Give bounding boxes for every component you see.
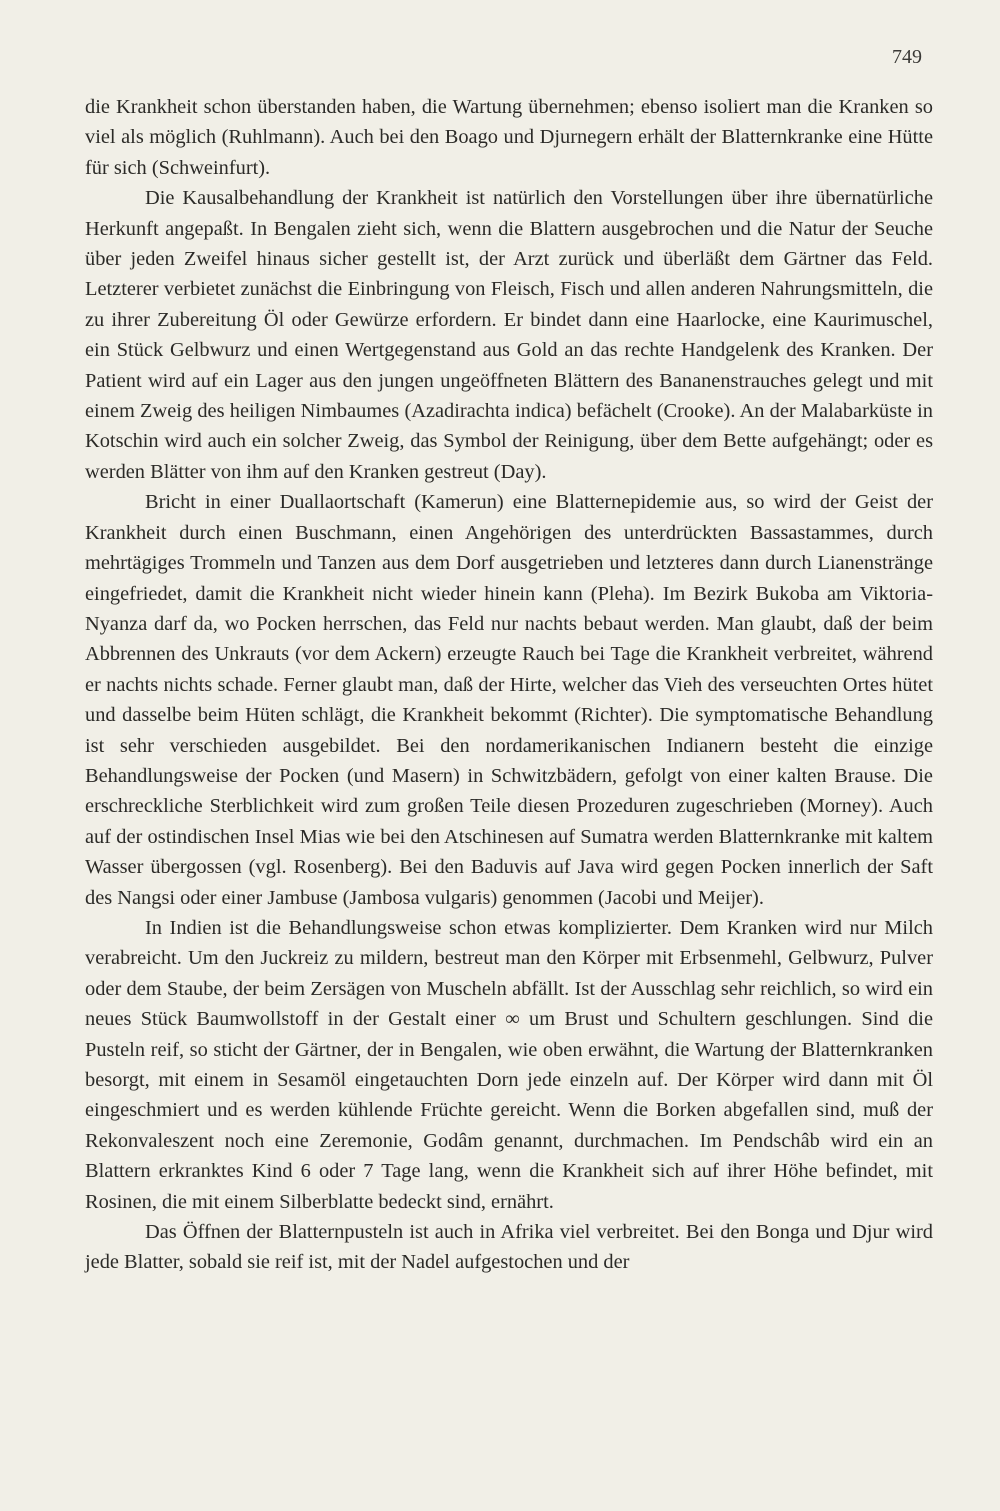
- paragraph-5: Das Öffnen der Blatternpusteln ist auch in Afrika viel verbreitet. Bei den Bonga und Djur wird jede Blatter, sobald sie reif ist, mit der Nadel aufgestochen und der: [85, 1221, 933, 1274]
- paragraph-1: die Krankheit schon überstanden haben, die Wartung übernehmen; ebenso isoliert man die Kranken so viel als möglich (Ruhlmann). Auch bei den Boago und Djurnegern erhält der Blatternkranke eine Hütte für sich (Schweinfurt).: [85, 96, 933, 179]
- paragraph-2: Die Kausalbehandlung der Krankheit ist natürlich den Vorstellungen über ihre übernatürliche Herkunft angepaßt. In Bengalen zieht sich, wenn die Blattern ausgebrochen und die Natur der Seuche über jeden Zweifel hinaus sicher gestellt ist, der Arzt zurück und überläßt dem Gärtner das Feld. Letzterer verbietet zunächst die Einbringung von Fleisch, Fisch und allen anderen Nahrungsmitteln, die zu ihrer Zubereitung Öl oder Gewürze erfordern. Er bindet dann eine Haarlocke, eine Kaurimuschel, ein Stück Gelbwurz und einen Wertgegenstand aus Gold an das rechte Handgelenk des Kranken. Der Patient wird auf ein Lager aus den jungen ungeöffneten Blättern des Bananenstrauches gelegt und mit einem Zweig des heiligen Nimbaumes (Azadirachta indica) befächelt (Crooke). An der Malabarküste in Kotschin wird auch ein solcher Zweig, das Symbol der Reinigung, über dem Bette aufgehängt; oder es werden Blätter von ihm auf den Kranken gestreut (Day).: [85, 187, 933, 483]
- paragraph-4: In Indien ist die Behandlungsweise schon etwas komplizierter. Dem Kranken wird nur Milch verabreicht. Um den Juckreiz zu mildern, bestreut man den Körper mit Erbsenmehl, Gelbwurz, Pulver oder dem Staube, der beim Zersägen von Muscheln abfällt. Ist der Ausschlag sehr reichlich, so wird ein neues Stück Baumwollstoff in der Gestalt einer ∞ um Brust und Schultern geschlungen. Sind die Pusteln reif, so sticht der Gärtner, der in Bengalen, wie oben erwähnt, die Wartung der Blatternkranken besorgt, mit einem in Sesamöl eingetauchten Dorn jede einzeln auf. Der Körper wird dann mit Öl eingeschmiert und es werden kühlende Früchte gereicht. Wenn die Borken abgefallen sind, muß der Rekonvaleszent noch eine Zeremonie, Godâm genannt, durchmachen. Im Pendschâb wird ein an Blattern erkranktes Kind 6 oder 7 Tage lang, wenn die Krankheit sich auf ihrer Höhe befindet, mit Rosinen, die mit einem Silberblatte bedeckt sind, ernährt.: [85, 916, 933, 1213]
- paragraph-3: Bricht in einer Duallaortschaft (Kamerun) eine Blatternepidemie aus, so wird der Geist der Krankheit durch einen Buschmann, einen Angehörigen des unterdrückten Bassastammes, durch mehrtägiges Trommeln und Tanzen aus dem Dorf ausgetrieben und letzteres dann durch Lianenstränge eingefriedet, damit die Krankheit nicht wieder hinein kann (Pleha). Im Bezirk Bukoba am Viktoria-Nyanza darf da, wo Pocken herrschen, das Feld nur nachts bebaut werden. Man glaubt, daß der beim Abbrennen des Unkrauts (vor dem Ackern) erzeugte Rauch bei Tage die Krankheit verbreitet, während er nachts nichts schade. Ferner glaubt man, daß der Hirte, welcher das Vieh des verseuchten Ortes hütet und dasselbe beim Hüten schlägt, die Krankheit bekommt (Richter). Die symptomatische Behandlung ist sehr verschieden ausgebildet. Bei den nordamerikanischen Indianern besteht die einzige Behandlungsweise der Pocken (und Masern) in Schwitzbädern, gefolgt von einer kalten Brause. Die erschreckliche Sterblichkeit wird zum großen Teile diesen Prozeduren zugeschrieben (Morney). Auch auf der ostindischen Insel Mias wie bei den Atschinesen auf Sumatra werden Blatternkranke mit kaltem Wasser übergossen (vgl. Rosenberg). Bei den Baduvis auf Java wird gegen Pocken innerlich der Saft des Nangsi oder einer Jambuse (Jambosa vulgaris) genommen (Jacobi und Meijer).: [85, 491, 933, 909]
- body-text: [85, 92, 933, 1278]
- page-number: 749: [892, 46, 922, 68]
